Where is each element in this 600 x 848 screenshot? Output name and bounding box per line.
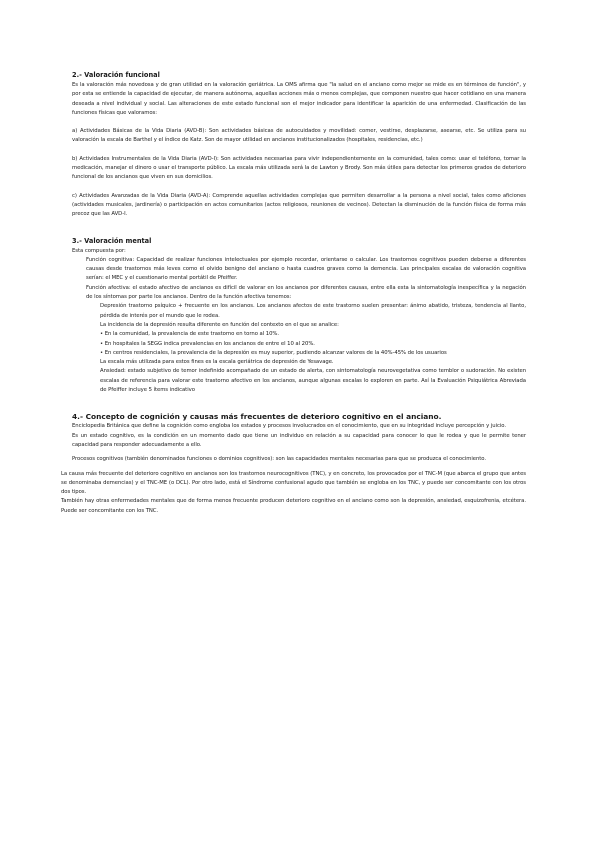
paragraph-escala-yesavage: La escala más utilizada para estos fines es la escala geriátrica de depresión de Yesavage. <box>100 359 334 366</box>
paragraph-avd-instrumentales: b) Actividades Instrumentales de la Vida Diaria (AVD-I): Son actividades necesarias para vivir independientemente en la comunidad, tales como: usar el teléfono, tomar la medicación, manejar el dinero o usar el transporte público. La escala más utilizada será la de Lawton y Brody. Son más útiles para detectar los primeros grados de deterioro funcional de los ancianos que viven en sus domicilios. <box>72 155 526 181</box>
paragraph-estado-cognitivo: Es un estado cognitivo, es la condición en un momento dado que tiene un individuo en relación a su capacidad para conocer lo que le rodea y que le permite tener capacidad para responder adecuadamente a ello. <box>72 432 526 448</box>
paragraph-mental-intro: Esta compuesta por: <box>72 247 126 254</box>
paragraph-avd-avanzadas: c) Actividades Avanzadas de la Vida Diaria (AVD-A): Comprende aquellas actividades complejas que permiten desarrollar a la persona a nivel social, tales como aficiones (actividades musicales, jardinería) o participación en actos comunitarios (actos religiosos, reuniones de vecinos). Detectan la disminución de la función física de forma más precoz que las AVD-I. <box>72 192 526 218</box>
paragraph-ansiedad: Ansiedad: estado subjetivo de temor indefinido acompañado de un estado de alerta, con sintomatología neurovegetativa como temblor o sudoración. No existen escalas de referencia para valorar este trastorno afectivo en los ancianos, aunque algunas escalas lo exploren en parte. Así la Evaluación Psiquiátrica Abreviada de Pfeiffer incluye 5 ítems indicativo <box>100 368 526 394</box>
paragraph-causa-frecuente: La causa más frecuente del deterioro cognitivo en ancianos son los trastornos neurocognitivos (TNC), y en concreto, los provocados por el TNC-M (que abarca el grupo que antes se denominaba demencias) y el TNC-ME (o DCL). Por otro lado, está el Síndrome confusional agudo que también se engloba en los TNC, y puede ser concomitante con los otros dos tipos. <box>61 470 526 496</box>
paragraph-otras-enfermedades: También hay otras enfermedades mentales que de forma menos frecuente producen deterioro cognitivo en el anciano como son la depresión, ansiedad, esquizofrenia, etcétera. Puede ser concomitante con los TNC. <box>61 498 526 514</box>
paragraph-avd-basicas: a) Actividades Básicas de la Vida Diaria (AVD-B): Son actividades básicas de autocuidados y movilidad: comer, vestirse, desplazarse, asearse, etc. Se utiliza para su valoración la escala de Barthel y el índice de Katz. Son de mayor utilidad en ancianos institucionalizados (hospitales, residencias, etc.) <box>72 128 526 144</box>
document-body <box>61 71 526 516</box>
paragraph-funcion-afectiva: Función afectiva: el estado afectivo de ancianos es difícil de valorar en los ancianos por diferentes causas, entre ella esta la sintomatología inespecífica y la negación de los síntomas por parte los ancianos. Dentro de la función afectiva tenemos: <box>86 284 526 301</box>
paragraph-depresion: Depresión trastorno psíquico + frecuente en los ancianos. Los ancianos afectos de este trastorno suelen presentar: ánimo abatido, tristeza, tendencia al llanto, pérdida de interés por el mundo que le rodea. <box>100 303 526 319</box>
heading-valoracion-mental: 3.- Valoración mental <box>72 236 152 245</box>
heading-concepto-cognicion: 4.- Concepto de cognición y causas más frecuentes de deterioro cognitivo en el anciano. <box>72 412 442 422</box>
list-item-residenciales: • En centros residenciales, la prevalencia de la depresión es muy superior, pudiendo alcanzar valores de la 40%-45% de los usuarios <box>100 349 447 356</box>
list-item-comunidad: • En la comunidad, la prevalencia de este trastorno en torno al 10%. <box>100 331 280 338</box>
list-item-hospitales: • En hospitales la SEGG indica prevalencias en los ancianos de entre el 10 al 20%. <box>100 340 315 347</box>
paragraph-cognicion-definicion: Enciclopedia Británica que define la cognición como engloba los estados y procesos involucrados en el conocimiento, que en su integridad incluye percepción y juicio. <box>72 423 506 430</box>
paragraph-funcion-cognitiva: Función cognitiva: Capacidad de realizar funciones intelectuales por ejemplo recordar, orientarse o calcular. Los trastornos cognitivos pueden deberse a diferentes causas desde trastornos más leves como el olvido benigno del anciano o hasta cuadros graves como la demencia. Las principales escalas de valoración cognitiva serían: el MEC y el cuestionario mental portátil de Pfeiffer. <box>86 256 526 282</box>
paragraph-procesos-cognitivos: Procesos cognitivos (también denominados funciones o dominios cognitivos): son las capacidades mentales necesarias para que se produzca el conocimiento. <box>72 456 487 463</box>
paragraph-incidencia: La incidencia de la depresión resulta diferente en función del contexto en el que se analice: <box>100 321 339 328</box>
paragraph-funcional-intro: Es la valoración más novedosa y de gran utilidad en la valoración geriátrica. La OMS afirma que "la salud en el anciano como mejor se mide es en términos de función", y por esta se entiende la capacidad de ejecutar, de manera autónoma, aquellas acciones más o menos complejas, que componen nuestro que hacer cotidiano en una manera deseada a nivel individual y social. Las alteraciones de este estado funcional son el mejor indicador para identificar la aparición de una enfermedad. Clasificación de las funciones físicas que valoramos: <box>72 82 526 116</box>
heading-valoracion-funcional: 2.- Valoración funcional <box>72 71 160 79</box>
